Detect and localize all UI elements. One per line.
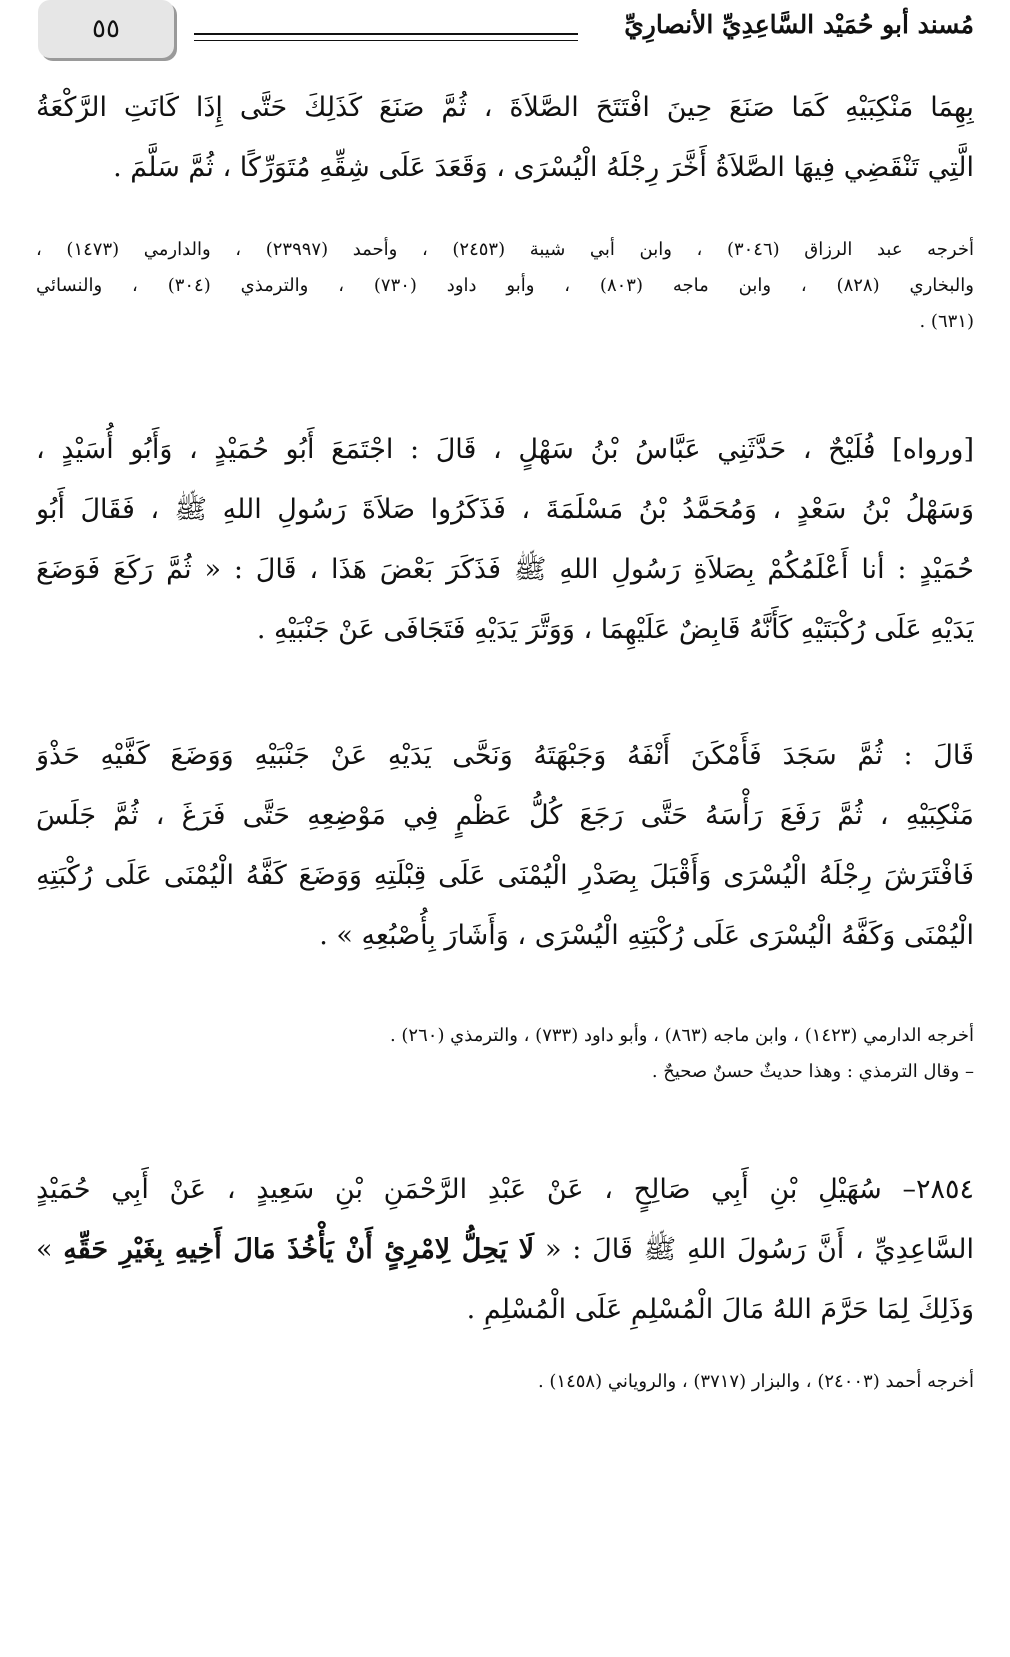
text-line: قَالَ : ثُمَّ سَجَدَ فَأَمْكَنَ أَنْفَهُ وَجَبْهَتَهُ وَنَحَّى يَدَيْهِ عَنْ جَنْبَيْهِ وَوَضَعَ كَفَّيْهِ حَذْوَ [36, 740, 974, 771]
text-line: الْيُمْنَى وَكَفَّهُ الْيُسْرَى عَلَى رُكْبَتِهِ الْيُسْرَى ، وَأَشَارَ بِأُصْبُعِهِ » . [319, 920, 974, 951]
text-line: يَدَيْهِ عَلَى رُكْبَتَيْهِ كَأَنَّهُ قَابِضٌ عَلَيْهِمَا ، وَوَتَّرَ يَدَيْهِ فَتَجَافَى عَنْ جَنْبَيْهِ . [256, 614, 974, 645]
footnote-1 [36, 232, 974, 340]
hadith-close-quote: » [36, 1234, 64, 1265]
header-rule-thin [194, 40, 578, 41]
footnote-line: أخرجه الدارمي (١٤٢٣) ، وابن ماجه (٨٦٣) ، وأبو داود (٧٣٣) ، والترمذي (٢٦٠) . [389, 1025, 974, 1046]
footnote-3 [36, 1018, 974, 1090]
hadith-intro: السَّاعِدِيِّ ، أَنَّ رَسُولَ اللهِ ﷺ قَالَ : « [544, 1234, 974, 1265]
text-line: ٢٨٥٤– سُهَيْلِ بْنِ أَبِي صَالِحٍ ، عَنْ عَبْدِ الرَّحْمَنِ بْنِ سَعِيدٍ ، عَنْ أَبِي حُمَيْدٍ [36, 1174, 974, 1205]
text-line: بِهِمَا مَنْكِبَيْهِ كَمَا صَنَعَ حِينَ افْتَتَحَ الصَّلاَةَ ، ثُمَّ صَنَعَ كَذَلِكَ حَتَّى إِذَا كَانَتِ الرَّكْعَةُ [36, 92, 974, 123]
footnote-line: أخرجه أحمد (٢٤٠٠٣) ، والبزار (٣٧١٧) ، والروياني (١٤٥٨) . [537, 1371, 974, 1392]
hadith-text-bold: لَا يَحِلُّ لِامْرِئٍ أَنْ يَأْخُذَ مَالَ أَخِيهِ بِغَيْرِ حَقِّهِ [63, 1234, 535, 1265]
text-line: الَّتِي تَنْقَضِي فِيهَا الصَّلاَةُ أَخَّرَ رِجْلَهُ الْيُسْرَى ، وَقَعَدَ عَلَى شِقِّهِ مُتَوَرِّكًا ، ثُمَّ سَلَّمَ . [113, 152, 974, 183]
footnote-line: (٦٣١) . [919, 311, 974, 332]
footnote-line: والبخاري (٨٢٨) ، وابن ماجه (٨٠٣) ، وأبو داود (٧٣٠) ، والترمذي (٣٠٤) ، والنسائي [36, 275, 974, 296]
header-rule [194, 33, 578, 35]
page-number: ٥٥ [92, 14, 120, 44]
text-line: فَافْتَرَشَ رِجْلَهُ الْيُسْرَى وَأَقْبَلَ بِصَدْرِ الْيُمْنَى عَلَى قِبْلَتِهِ وَوَضَعَ كَفَّهُ الْيُمْنَى عَلَى رُكْبَتِهِ [36, 860, 974, 891]
text-line: مَنْكِبَيْهِ ، ثُمَّ رَفَعَ رَأْسَهُ حَتَّى رَجَعَ كُلُّ عَظْمٍ فِي مَوْضِعِهِ حَتَّى فَرَغَ ، ثُمَّ جَلَسَ [36, 800, 974, 831]
footnote-line: أخرجه عبد الرزاق (٣٠٤٦) ، وابن أبي شيبة (٢٤٥٣) ، وأحمد (٢٣٩٩٧) ، والدارمي (١٤٧٣) ، [36, 239, 974, 260]
text-line: وَذَلِكَ لِمَا حَرَّمَ اللهُ مَالَ الْمُسْلِمِ عَلَى الْمُسْلِمِ . [466, 1294, 974, 1325]
text-line: وَسَهْلُ بْنُ سَعْدٍ ، وَمُحَمَّدُ بْنُ مَسْلَمَةَ ، فَذَكَرُوا صَلاَةَ رَسُولِ اللهِ ﷺ ، فَقَالَ أَبُو [36, 494, 974, 525]
text-line: [ورواه] فُلَيْحٌ ، حَدَّثَنِي عَبَّاسُ بْنُ سَهْلٍ ، قَالَ : اجْتَمَعَ أَبُو حُمَيْدٍ ، وَأَبُو أُسَيْدٍ ، [36, 434, 974, 465]
page-header [0, 0, 1010, 70]
text-section-2 [36, 420, 974, 660]
footnote-4 [36, 1364, 974, 1400]
hadith-2854 [36, 1160, 974, 1340]
text-section-1 [36, 78, 974, 198]
text-section-3 [36, 726, 974, 966]
text-line [36, 1220, 974, 1280]
page-number-badge [38, 0, 174, 58]
book-title: مُسند أبو حُمَيْد السَّاعِدِيِّ الأنصارِيِّ [624, 10, 974, 39]
footnote-line: – وقال الترمذي : وهذا حديثٌ حسنٌ صحيحٌ . [651, 1061, 974, 1082]
text-line: حُمَيْدٍ : أنا أَعْلَمُكُمْ بِصَلاَةِ رَسُولِ اللهِ ﷺ فَذَكَرَ بَعْضَ هَذَا ، قَالَ : « ثُمَّ رَكَعَ فَوَضَعَ [36, 554, 974, 585]
